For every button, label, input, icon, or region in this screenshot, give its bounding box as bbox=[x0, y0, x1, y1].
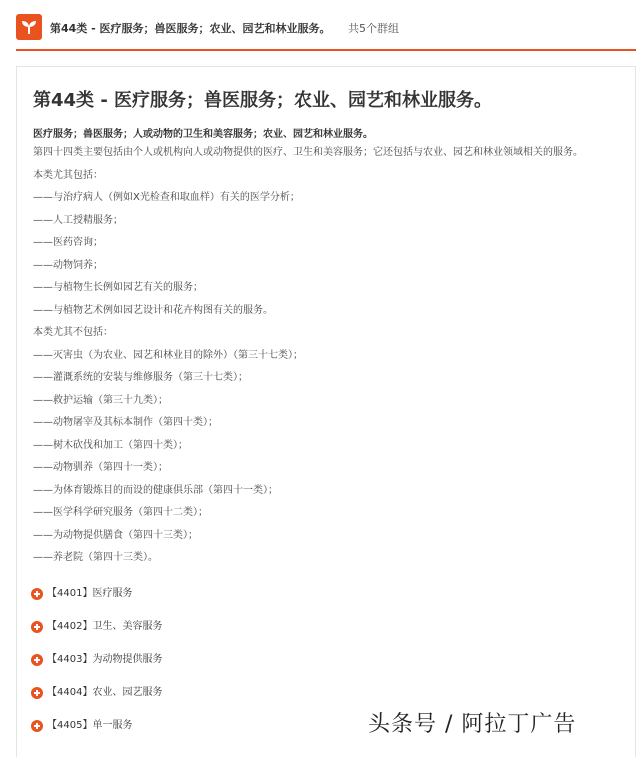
description-line: 本类尤其包括： bbox=[33, 169, 103, 181]
watermark: 头条号 / 阿拉丁广告 bbox=[368, 712, 577, 737]
description-line: ——动物饲养； bbox=[33, 259, 103, 271]
class-description bbox=[33, 146, 628, 574]
group-label[interactable]: 【4401】医疗服务 bbox=[47, 588, 133, 599]
description-line: ——灭害虫（为农业、园艺和林业目的除外）（第三十七类）； bbox=[33, 349, 303, 361]
plus-circle-icon[interactable] bbox=[31, 588, 43, 600]
group-label[interactable]: 【4405】单一服务 bbox=[47, 720, 133, 731]
description-line: ——与植物艺术例如园艺设计和花卉构图有关的服务。 bbox=[33, 304, 273, 316]
description-line: ——人工授精服务； bbox=[33, 214, 123, 226]
group-label[interactable]: 【4404】农业、园艺服务 bbox=[47, 687, 163, 698]
group-item-4404[interactable] bbox=[31, 686, 162, 719]
plus-circle-icon[interactable] bbox=[31, 621, 43, 633]
header-divider bbox=[16, 49, 636, 51]
description-line: ——养老院（第四十三类）。 bbox=[33, 552, 158, 563]
page-title: 第44类 - 医疗服务；兽医服务；农业、园艺和林业服务。 bbox=[33, 90, 493, 111]
plus-circle-icon[interactable] bbox=[31, 687, 43, 699]
plus-circle-icon[interactable] bbox=[31, 720, 43, 732]
description-line: ——与植物生长例如园艺有关的服务； bbox=[33, 282, 203, 293]
description-line: ——动物屠宰及其标本制作（第四十类）； bbox=[33, 417, 218, 428]
description-line: 本类尤其不包括： bbox=[33, 327, 113, 338]
description-line: ——医学科学研究服务（第四十二类）； bbox=[33, 507, 208, 518]
sprout-icon bbox=[16, 14, 42, 40]
description-line: ——灌溉系统的安装与维修服务（第三十七类）； bbox=[33, 372, 248, 383]
description-line: ——为体育锻炼目的而设的健康俱乐部（第四十一类）； bbox=[33, 484, 278, 496]
group-item-4402[interactable] bbox=[31, 620, 162, 653]
group-item-4405[interactable] bbox=[31, 719, 162, 752]
header-title: 第44类 - 医疗服务；兽医服务；农业、园艺和林业服务。 bbox=[50, 22, 331, 35]
description-line: ——为动物提供膳食（第四十三类）； bbox=[33, 529, 198, 541]
group-item-4401[interactable] bbox=[31, 587, 162, 620]
description-line: ——救护运输（第三十九类）； bbox=[33, 394, 168, 406]
description-line: ——与治疗病人（例如X光检查和取血样）有关的医学分析； bbox=[33, 192, 300, 203]
description-line: ——树木砍伐和加工（第四十类）； bbox=[33, 439, 188, 451]
group-count: 共5个群组 bbox=[348, 22, 399, 35]
group-label[interactable]: 【4402】卫生、美容服务 bbox=[47, 621, 163, 632]
class-detail-panel bbox=[16, 66, 636, 757]
description-line: ——医药咨询； bbox=[33, 237, 103, 248]
class-subtitle: 医疗服务；兽医服务；人或动物的卫生和美容服务；农业、园艺和林业服务。 bbox=[33, 129, 373, 140]
group-item-4403[interactable] bbox=[31, 653, 162, 686]
plus-circle-icon[interactable] bbox=[31, 654, 43, 666]
description-line: ——动物驯养（第四十一类）； bbox=[33, 462, 168, 473]
group-label[interactable]: 【4403】为动物提供服务 bbox=[47, 654, 163, 665]
top-bar bbox=[0, 0, 640, 50]
description-line: 第四十四类主要包括由个人或机构向人或动物提供的医疗、卫生和美容服务；它还包括与农业、园艺和林业领域相关的服务。 bbox=[33, 147, 583, 158]
group-list bbox=[31, 587, 162, 752]
